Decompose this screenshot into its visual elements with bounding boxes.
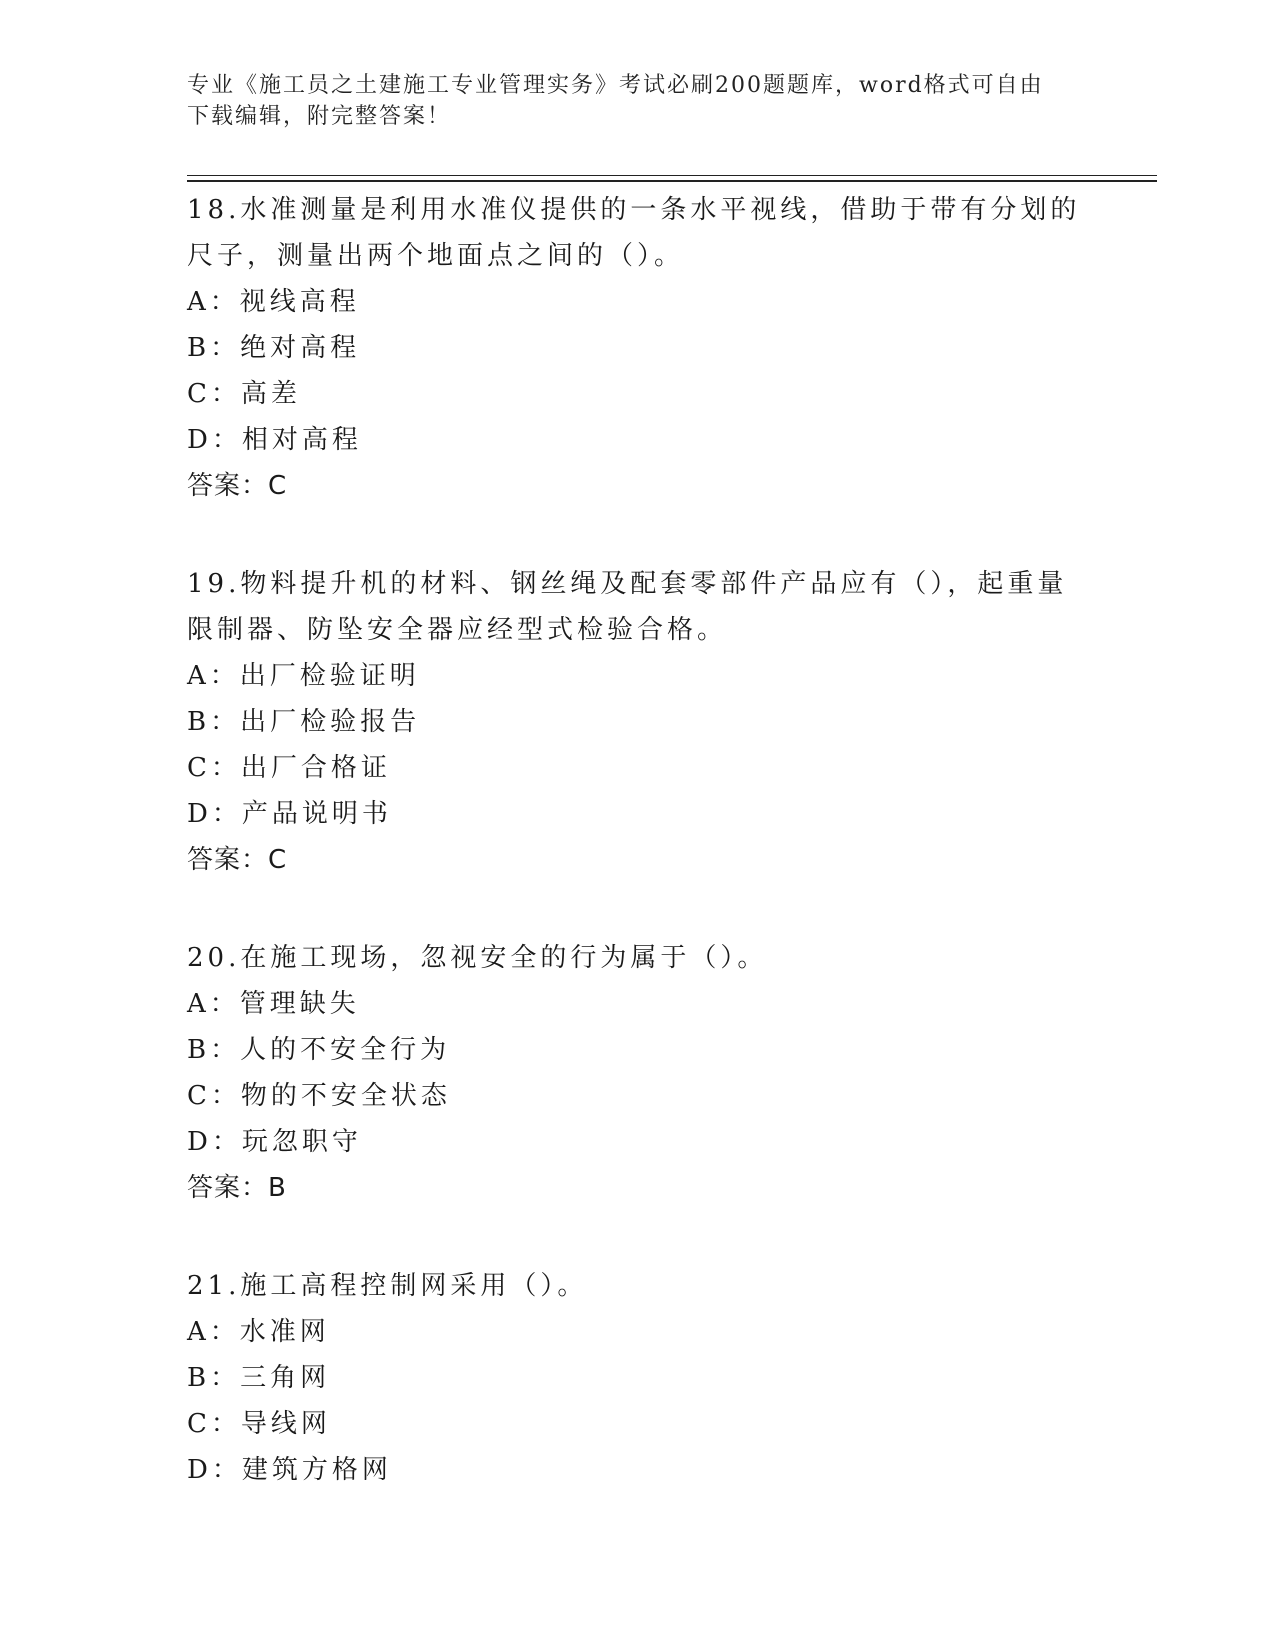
option-c: C：出厂合格证 <box>187 753 391 783</box>
option-a: A：出厂检验证明 <box>187 661 420 691</box>
answer-label: 答案： <box>187 1173 269 1203</box>
option-a: A：管理缺失 <box>187 989 360 1019</box>
answer-label: 答案： <box>187 471 269 501</box>
answer-label: 答案： <box>187 845 269 875</box>
option-b: B：出厂检验报告 <box>187 707 421 737</box>
option-a: A：水准网 <box>187 1317 330 1347</box>
option-b: B：绝对高程 <box>187 333 361 363</box>
question-20 <box>187 935 1087 1211</box>
option-b: B：人的不安全行为 <box>187 1035 451 1065</box>
answer-value: B <box>268 1173 287 1203</box>
question-text: 20.在施工现场，忽视安全的行为属于（）。 <box>187 943 768 973</box>
answer-value: C <box>268 845 288 875</box>
option-b: B：三角网 <box>187 1363 331 1393</box>
header-divider-thin <box>187 175 1157 176</box>
document-header <box>187 70 1087 132</box>
question-text: 18.水准测量是利用水准仪提供的一条水平视线，借助于带有分划的尺子，测量出两个地面点之间的（）。 <box>187 195 1081 271</box>
question-21 <box>187 1263 1087 1493</box>
question-text: 21.施工高程控制网采用（）。 <box>187 1271 588 1301</box>
question-18 <box>187 187 1087 509</box>
option-c: C：高差 <box>187 379 301 409</box>
question-text: 19.物料提升机的材料、钢丝绳及配套零部件产品应有（），起重量限制器、防坠安全器应经型式检验合格。 <box>187 569 1068 645</box>
answer-line <box>187 1165 1087 1211</box>
option-c: C：导线网 <box>187 1409 331 1439</box>
option-d: D：相对高程 <box>187 425 362 455</box>
header-line-1: 专业《施工员之土建施工专业管理实务》考试必刷200题题库，word格式可自由 <box>187 73 1044 98</box>
option-d: D：建筑方格网 <box>187 1455 392 1485</box>
header-line-2: 下载编辑，附完整答案！ <box>187 104 452 129</box>
option-d: D：产品说明书 <box>187 799 392 829</box>
option-c: C：物的不安全状态 <box>187 1081 451 1111</box>
option-a: A：视线高程 <box>187 287 360 317</box>
question-19 <box>187 561 1087 883</box>
question-list <box>187 187 1087 1545</box>
answer-line <box>187 837 1087 883</box>
header-divider-thick <box>187 180 1157 182</box>
answer-line <box>187 463 1087 509</box>
option-d: D：玩忽职守 <box>187 1127 362 1157</box>
answer-value: C <box>268 471 288 501</box>
